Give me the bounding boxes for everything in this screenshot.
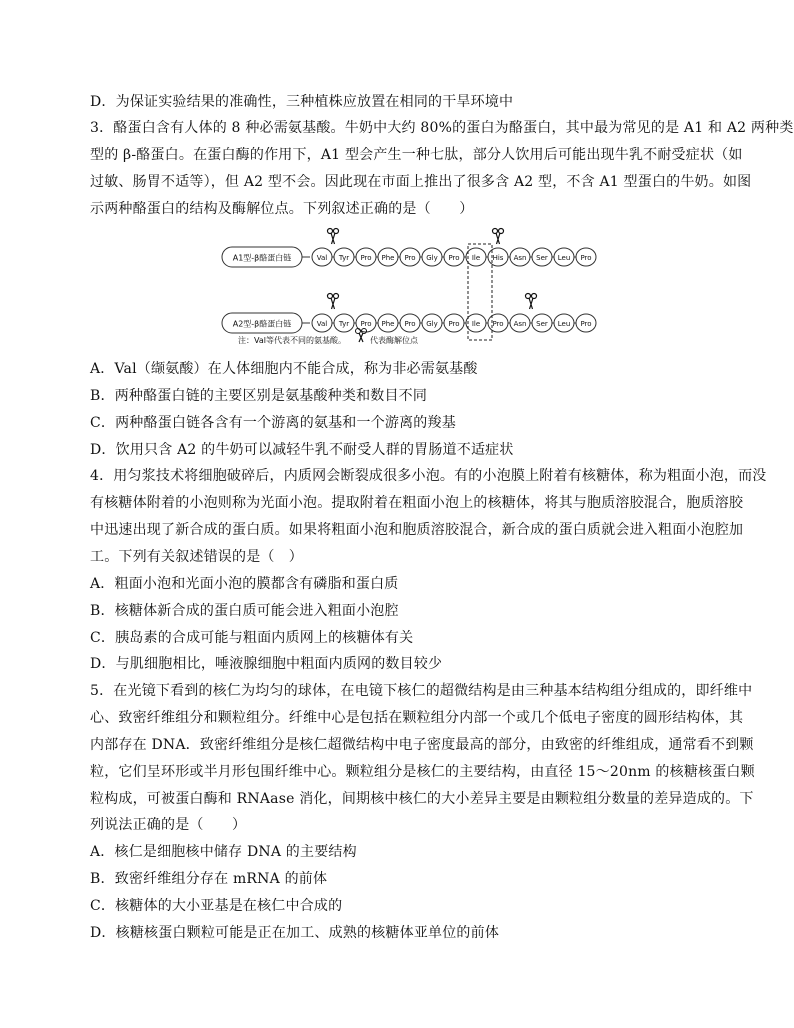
a1-residue-label: Ser: [536, 254, 548, 262]
a2-residue-label: Phe: [381, 320, 395, 328]
q5-line-4: 粒，它们呈环形或半月形包围纤维中心。颗粒组分是核仁的主要结构，由直径 15～20nm 的核糖核蛋白颗: [90, 764, 755, 780]
a2-residue-label: Tyr: [338, 320, 350, 328]
figure-note-2: 代表酶解位点: [370, 336, 418, 345]
q5-option-d: D．核糖核蛋白颗粒可能是正在加工、成熟的核糖体亚单位的前体: [90, 925, 500, 941]
cleavage-markers: [328, 229, 537, 310]
a1-residue-row: [312, 248, 596, 266]
q3-line-3: 过敏、肠胃不适等），但 A2 型不会。因此现在市面上推出了很多含 A2 型，不含 A1 型蛋白的牛奶。如图: [90, 174, 752, 190]
q4-option-a: A．粗面小泡和光面小泡的膜都含有磷脂和蛋白质: [90, 576, 399, 592]
q3-option-a: A．Val（缬氨酸）在人体细胞内不能合成，称为非必需氨基酸: [90, 361, 478, 377]
q3-line-4: 示两种酪蛋白的结构及酶解位点。下列叙述正确的是（ ）: [90, 201, 474, 217]
a2-residue-label: Val: [316, 320, 328, 328]
q4-option-b: B．核糖体新合成的蛋白质可能会进入粗面小泡腔: [90, 603, 399, 619]
scissors-icon: [328, 229, 339, 245]
a1-chain-label: A1型-β酪蛋白链: [232, 253, 292, 263]
a2-chain-label: A2型-β酪蛋白链: [232, 319, 292, 329]
a1-residue-label: Tyr: [338, 254, 350, 262]
a1-residue-label: Phe: [381, 254, 395, 262]
a2-residue-label: Gly: [426, 320, 438, 328]
q4-line-4: 工。下列有关叙述错误的是（ ）: [90, 549, 303, 565]
a2-residue-label: Pro: [404, 320, 416, 328]
q5-line-2: 心、致密纤维组分和颗粒组分。纤维中心是包括在颗粒组分内部一个或几个低电子密度的圆形结构体，其: [90, 710, 744, 726]
a2-residue-label: Asn: [513, 320, 527, 328]
q4-option-c: C．胰岛素的合成可能与粗面内质网上的核糖体有关: [90, 630, 414, 646]
casein-structure-figure: [210, 225, 590, 345]
figure-note: 注：Val等代表不同的氨基酸。: [238, 336, 346, 345]
q5-line-5: 粒构成，可被蛋白酶和 RNAase 消化，间期核中核仁的大小差异主要是由颗粒组分数量的差异造成的。下: [90, 791, 754, 807]
a2-residue-label: Ser: [536, 320, 548, 328]
q3-line-2: 型的 β-酪蛋白。在蛋白酶的作用下，A1 型会产生一种七肽，部分人饮用后可能出现牛乳不耐受症状（如: [90, 147, 743, 163]
q3-option-c: C．两种酪蛋白链各含有一个游离的氨基和一个游离的羧基: [90, 415, 456, 431]
a2-residue-label: Ile: [471, 320, 481, 328]
a2-residue-label: Pro: [492, 320, 504, 328]
q2-option-d: D．为保证实验结果的准确性，三种植株应放置在相同的干旱环境中: [90, 94, 514, 110]
q5-option-b: B．致密纤维组分存在 mRNA 的前体: [90, 871, 328, 887]
q3-option-b: B．两种酪蛋白链的主要区别是氨基酸种类和数目不同: [90, 388, 428, 404]
q5-option-a: A．核仁是细胞核中储存 DNA 的主要结构: [90, 844, 357, 860]
q5-line-6: 列说法正确的是（ ）: [90, 817, 247, 833]
a1-residue-label: Pro: [580, 254, 592, 262]
q4-line-2: 有核糖体附着的小泡则称为光面小泡。提取附着在粗面小泡上的核糖体，将其与胞质溶胶混合，胞质溶胶: [90, 495, 744, 511]
a1-residue-label: Pro: [448, 254, 460, 262]
a1-residue-label: His: [492, 254, 504, 262]
a1-residue-label: Gly: [426, 254, 438, 262]
scissors-icon: [526, 294, 537, 310]
q4-line-1: 4．用匀浆技术将细胞破碎后，内质网会断裂成很多小泡。有的小泡膜上附着有核糖体，称为粗面小泡，而没: [90, 468, 767, 484]
q5-option-c: C．核糖体的大小亚基是在核仁中合成的: [90, 898, 343, 914]
a2-residue-label: Pro: [360, 320, 372, 328]
q5-line-3: 内部存在 DNA．致密纤维组分是核仁超微结构中电子密度最高的部分，由致密的纤维组成，通常看不到颗: [90, 737, 754, 753]
a1-residue-label: Pro: [360, 254, 372, 262]
a1-residue-label: Leu: [557, 254, 571, 262]
a2-residue-label: Pro: [448, 320, 460, 328]
a1-residue-label: Asn: [513, 254, 527, 262]
q3-line-1: 3．酪蛋白含有人体的 8 种必需氨基酸。牛奶中大约 80%的蛋白为酪蛋白，其中最为常见的是 A1 和 A2 两种类: [90, 120, 794, 136]
a1-residue-label: Pro: [404, 254, 416, 262]
q3-option-d: D．饮用只含 A2 的牛奶可以减轻牛乳不耐受人群的胃肠道不适症状: [90, 442, 514, 458]
scissors-icon: [493, 229, 504, 245]
a2-residue-label: Pro: [580, 320, 592, 328]
a2-residue-row: [312, 314, 596, 332]
a2-residue-label: Leu: [557, 320, 571, 328]
scissors-icon: [328, 294, 339, 310]
q4-line-3: 中迅速出现了新合成的蛋白质。如果将粗面小泡和胞质溶胶混合，新合成的蛋白质就会进入粗面小泡腔加: [90, 522, 744, 538]
a1-residue-label: Val: [316, 254, 328, 262]
q4-option-d: D．与肌细胞相比，唾液腺细胞中粗面内质网的数目较少: [90, 656, 443, 672]
q5-line-1: 5．在光镜下看到的核仁为均匀的球体，在电镜下核仁的超微结构是由三种基本结构组分组成的，即纤维中: [90, 683, 753, 699]
a1-residue-label: Ile: [471, 254, 481, 262]
